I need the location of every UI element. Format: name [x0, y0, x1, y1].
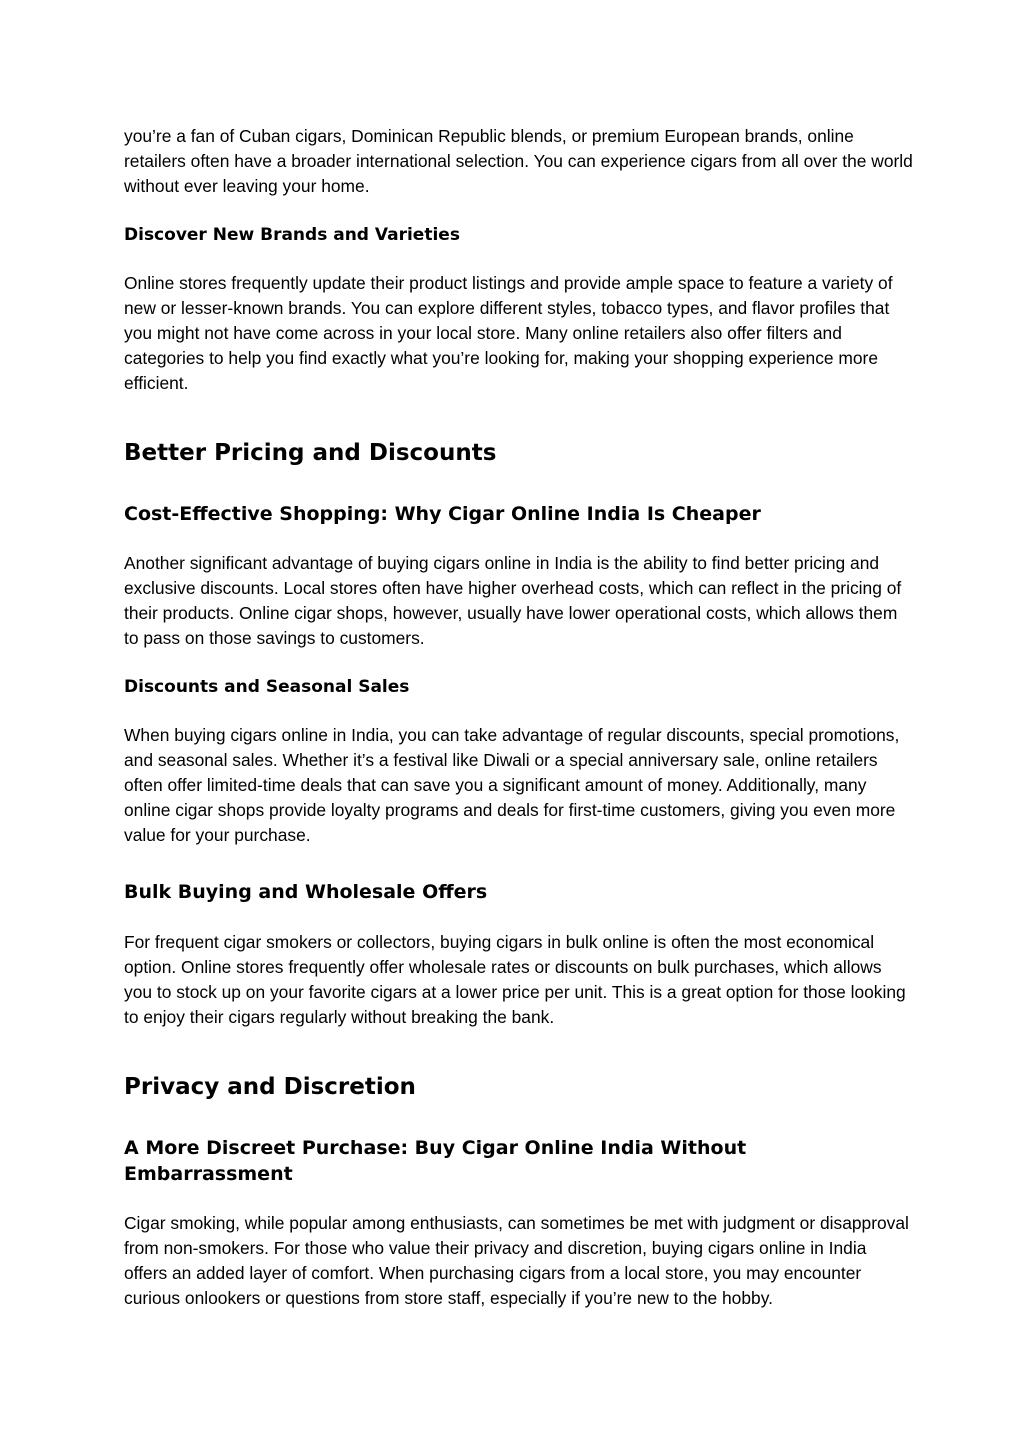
bulk-heading: Bulk Buying and Wholesale Offers — [124, 881, 488, 903]
discover-paragraph: Online stores frequently update their product listings and provide ample space to feature a variety of new or lesser-known brands. You can explore different styles, tobacco types, and flavor profiles that you might not have come across in your local store. Many online retailers also offer filters and categories to help you find exactly what you’re looking for, making your shopping experience more efficient. — [124, 273, 893, 393]
seasonal-heading: Discounts and Seasonal Sales — [124, 677, 410, 697]
pricing-paragraph: Another significant advantage of buying cigars online in India is the ability to find better pricing and exclusive discounts. Local stores often have higher overhead costs, which can reflect in the pricing of their products. Online cigar shops, however, usually have lower operational costs, which allows them to pass on those savings to customers. — [124, 553, 902, 648]
seasonal-paragraph: When buying cigars online in India, you can take advantage of regular discounts, special promotions, and seasonal sales. Whether it’s a festival like Diwali or a special anniversary sale, online retailers often offer limited-time deals that can save you a significant amount of money. Additionally, many online cigar shops provide loyalty programs and deals for first-time customers, giving you even more value for your purchase. — [124, 725, 900, 845]
privacy-subheading: A More Discreet Purchase: Buy Cigar Online India Without Embarrassment — [124, 1137, 747, 1185]
pricing-subheading: Cost-Effective Shopping: Why Cigar Online India Is Cheaper — [124, 503, 761, 525]
pricing-heading: Better Pricing and Discounts — [124, 440, 497, 466]
bulk-paragraph: For frequent cigar smokers or collectors, buying cigars in bulk online is often the most economical option. Online stores frequently offer wholesale rates or discounts on bulk purchases, which allows you to stock up on your favorite cigars at a lower price per unit. This is a great option for those looking to enjoy their cigars regularly without breaking the bank. — [124, 932, 906, 1027]
privacy-heading: Privacy and Discretion — [124, 1074, 416, 1100]
intro-paragraph: you’re a fan of Cuban cigars, Dominican Republic blends, or premium European brands, online retailers often have a broader international selection. You can experience cigars from all over the world without ever leaving your home. — [124, 126, 913, 196]
discover-heading: Discover New Brands and Varieties — [124, 225, 460, 245]
document-body — [124, 124, 914, 1311]
privacy-paragraph: Cigar smoking, while popular among enthusiasts, can sometimes be met with judgment or disapproval from non-smokers. For those who value their privacy and discretion, buying cigars online in India offers an added layer of comfort. When purchasing cigars from a local store, you may encounter curious onlookers or questions from store staff, especially if you’re new to the hobby. — [124, 1213, 909, 1308]
